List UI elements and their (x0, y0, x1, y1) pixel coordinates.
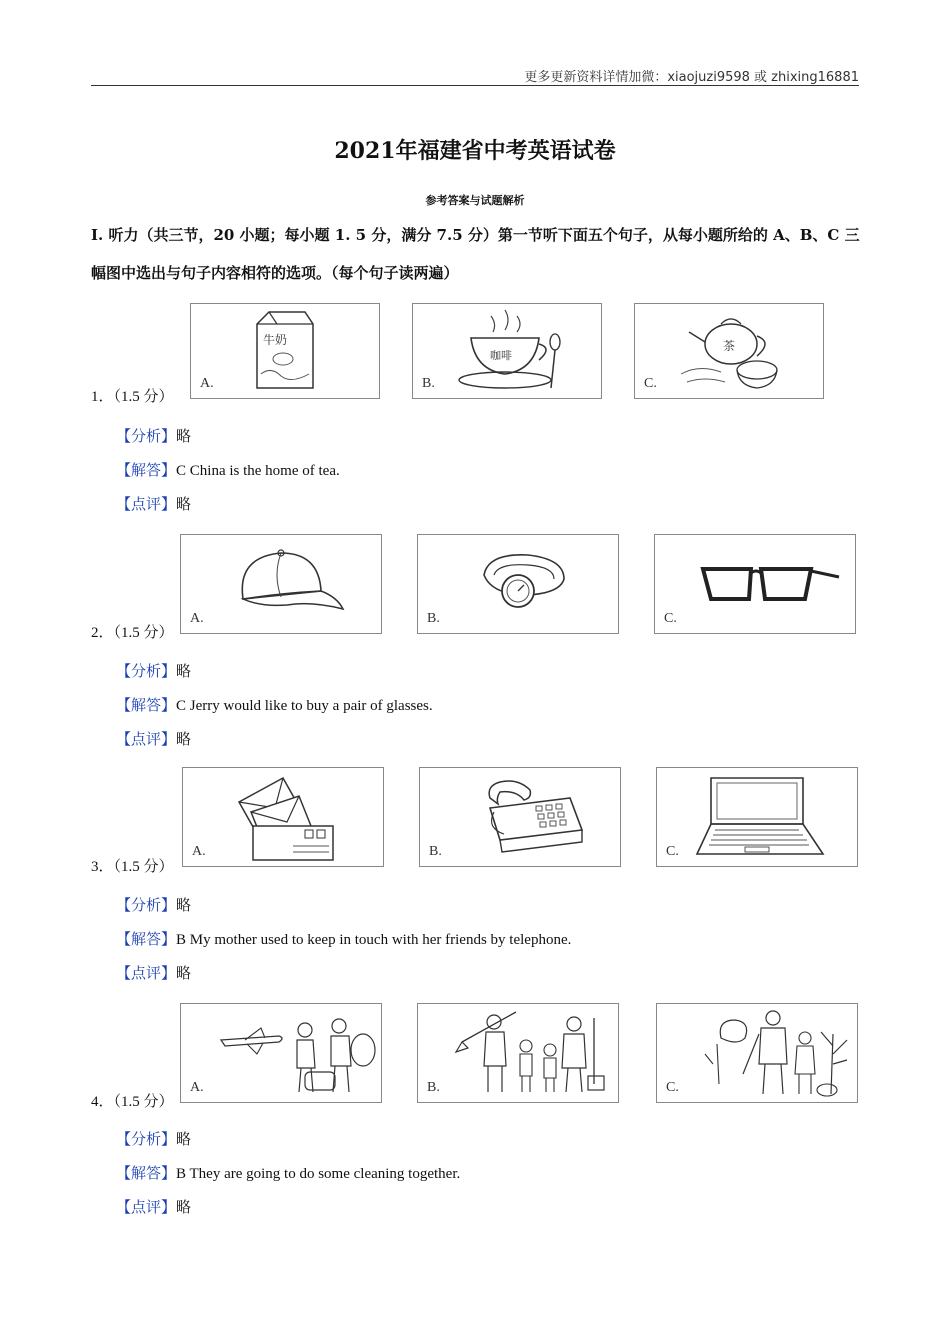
analysis-line (116, 1128, 191, 1149)
analysis-tag: 【分析】 (116, 429, 177, 445)
cleaning-scene-icon (418, 1004, 618, 1102)
q2-option-b (417, 534, 619, 634)
analysis-tag: 【分析】 (116, 1132, 177, 1148)
answer-tag: 【解答】 (116, 698, 177, 714)
q4-option-a (180, 1003, 382, 1103)
answer-text: C Jerry would like to buy a pair of glasses. (176, 698, 433, 714)
coffee-cup-icon (413, 304, 601, 398)
answer-line (116, 928, 571, 949)
option-letter-b: B. (427, 1080, 440, 1095)
laptop-icon (657, 768, 857, 866)
teapot-icon (635, 304, 823, 398)
option-letter-c: C. (666, 1080, 679, 1095)
q3-option-a (182, 767, 384, 867)
watch-icon (418, 535, 618, 633)
option-letter-b: B. (429, 844, 442, 859)
comment-text: 略 (176, 1200, 192, 1216)
option-letter-b: B. (427, 611, 440, 626)
question-number: 3．（1.5 分） (91, 859, 174, 875)
q1-option-c (634, 303, 824, 399)
q1-option-a (190, 303, 380, 399)
option-letter-a: A. (200, 376, 214, 391)
comment-text: 略 (176, 966, 192, 982)
header-note: 更多更新资料详情加微：xiaojuzi9598 或 zhixing16881 (524, 70, 859, 85)
option-letter-a: A. (190, 611, 204, 626)
question-number: 4．（1.5 分） (91, 1094, 174, 1110)
option-letter-a: A. (192, 844, 206, 859)
comment-text: 略 (176, 732, 192, 748)
comment-line (116, 728, 191, 749)
telephone-icon (420, 768, 620, 866)
option-letter-c: C. (644, 376, 657, 391)
analysis-line (116, 425, 191, 446)
option-letter-c: C. (664, 611, 677, 626)
comment-line (116, 962, 191, 983)
comment-tag: 【点评】 (116, 1200, 177, 1216)
section-heading: Ⅰ. 听力（共三节，20 小题；每小题 1. 5 分，满分 7.5 分）第一节听下面五个句子，从每小题所给的 A、B、C 三幅图中选出与句子内容相符的选项。（每个句子读两遍） (91, 226, 860, 282)
comment-line (116, 493, 191, 514)
question-number: 2．（1.5 分） (91, 625, 174, 641)
q4-option-b (417, 1003, 619, 1103)
analysis-tag: 【分析】 (116, 664, 177, 680)
glasses-icon (655, 535, 855, 633)
travel-scene-icon (181, 1004, 381, 1102)
comment-tag: 【点评】 (116, 966, 177, 982)
option-letter-b: B. (422, 376, 435, 391)
answer-text: B My mother used to keep in touch with her friends by telephone. (176, 932, 572, 948)
tea-label: 茶 (723, 339, 736, 353)
q3-option-b (419, 767, 621, 867)
analysis-tag: 【分析】 (116, 898, 177, 914)
answer-line (116, 694, 433, 715)
q4-option-c (656, 1003, 858, 1103)
header-rule (91, 85, 859, 86)
option-letter-a: A. (190, 1080, 204, 1095)
q3-option-c (656, 767, 858, 867)
comment-tag: 【点评】 (116, 732, 177, 748)
comment-text: 略 (176, 497, 192, 513)
answer-text: B They are going to do some cleaning together. (176, 1166, 461, 1182)
option-letter-c: C. (666, 844, 679, 859)
analysis-text: 略 (176, 898, 192, 914)
milk-label: 牛奶 (263, 333, 288, 347)
question-number: 1．（1.5 分） (91, 389, 174, 405)
answer-tag: 【解答】 (116, 463, 177, 479)
milk-carton-icon (191, 304, 379, 398)
analysis-text: 略 (176, 1132, 192, 1148)
coffee-label: 咖啡 (490, 349, 512, 362)
analysis-text: 略 (176, 429, 192, 445)
tree-planting-scene-icon (657, 1004, 857, 1102)
answer-tag: 【解答】 (116, 932, 177, 948)
envelope-icon (183, 768, 383, 866)
page-title: 2021年福建省中考英语试卷 (334, 138, 616, 164)
analysis-text: 略 (176, 664, 192, 680)
q2-option-c (654, 534, 856, 634)
analysis-line (116, 660, 191, 681)
q1-option-b (412, 303, 602, 399)
answer-text: C China is the home of tea. (176, 463, 340, 479)
comment-tag: 【点评】 (116, 497, 177, 513)
answer-tag: 【解答】 (116, 1166, 177, 1182)
answer-line (116, 1162, 460, 1183)
q2-option-a (180, 534, 382, 634)
answer-line (116, 459, 340, 480)
cap-icon (181, 535, 381, 633)
comment-line (116, 1196, 191, 1217)
page-subtitle: 参考答案与试题解析 (425, 194, 525, 207)
analysis-line (116, 894, 191, 915)
